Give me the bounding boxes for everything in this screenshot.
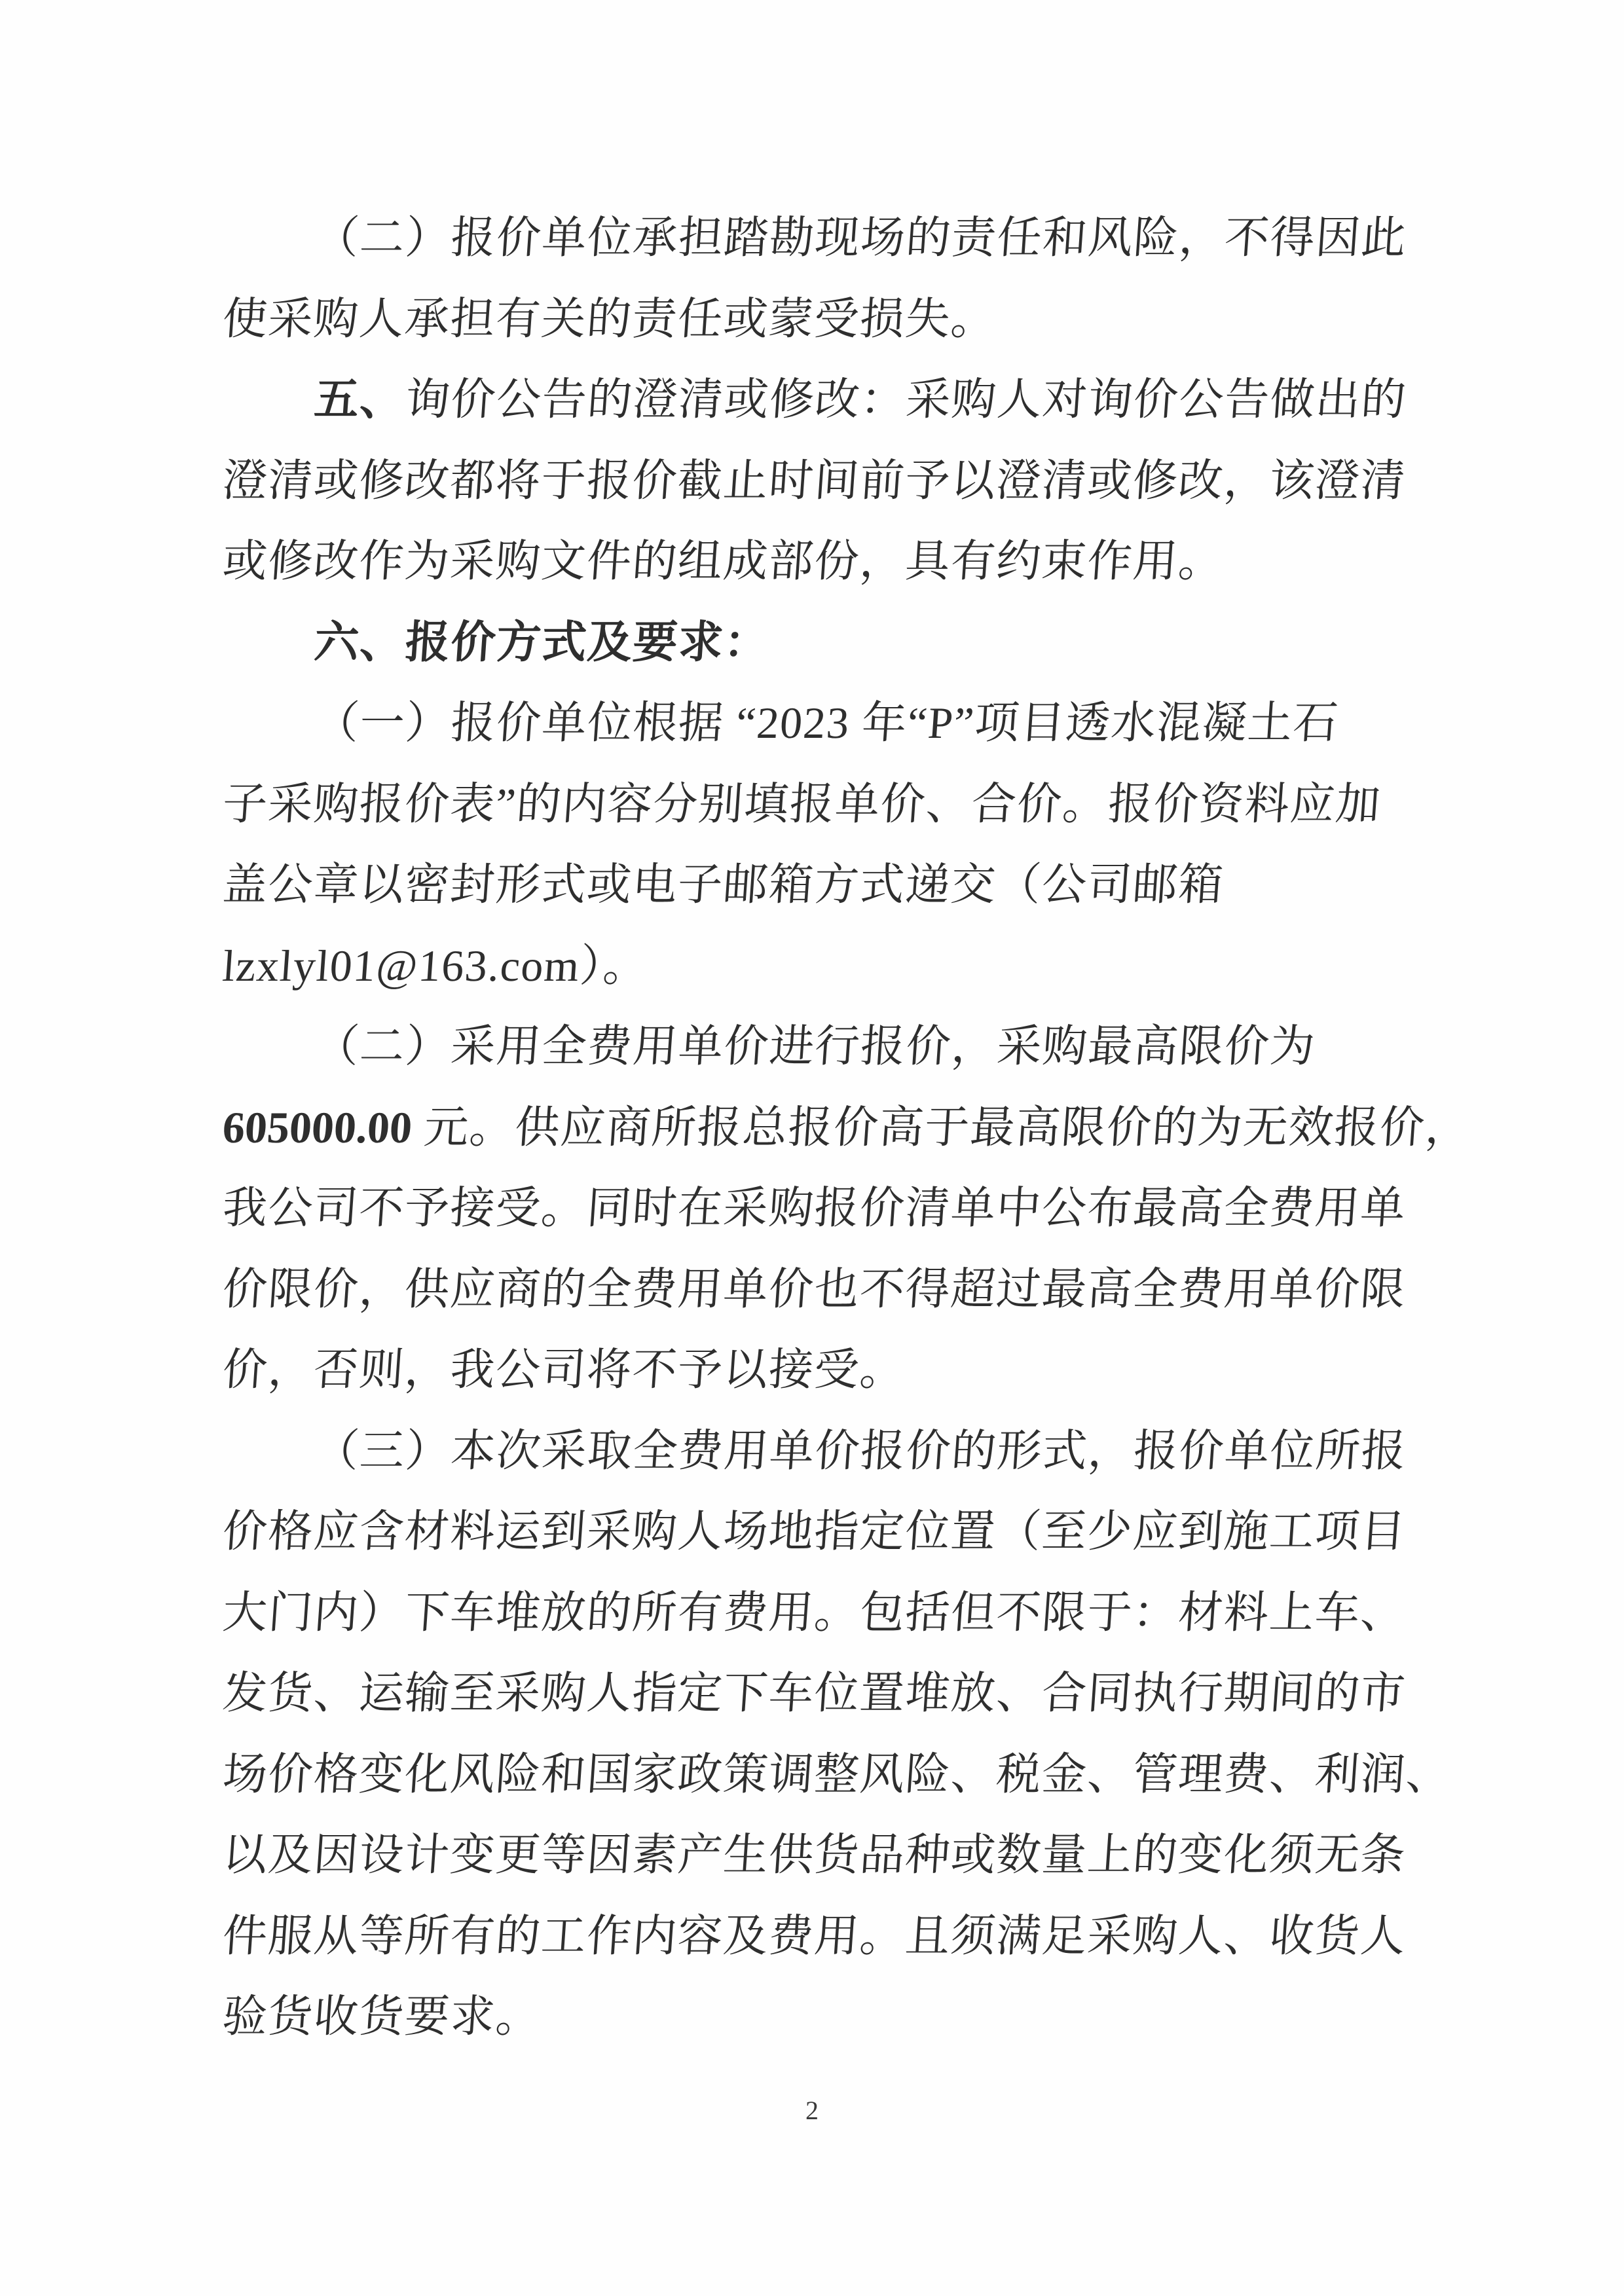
text-run: 发货、运输至采购人指定下车位置堆放、合同执行期间的市 <box>221 1668 1408 1718</box>
text-line <box>220 1573 1411 1654</box>
text-run: 价格应含材料运到采购人场地指定位置（至少应到施工项目 <box>221 1506 1408 1556</box>
text-line <box>220 1330 1411 1411</box>
text-run: 六、报价方式及要求： <box>312 617 771 667</box>
text-line <box>220 1653 1411 1734</box>
text-run: （一）报价单位根据 “2023 年“P”项目透水混凝土石 <box>312 698 1341 748</box>
text-line <box>220 198 1411 279</box>
page-number: 2 <box>805 2096 819 2125</box>
text-line <box>220 521 1411 602</box>
text-run: 以及因设计变更等因素产生供货品种或数量上的变化须无条 <box>221 1830 1408 1880</box>
section-heading-6 <box>220 602 1411 683</box>
text-line <box>220 1411 1411 1492</box>
text-run: （二）采用全费用单价进行报价，采购最高限价为 <box>312 1021 1318 1071</box>
text-line <box>220 683 1411 764</box>
text-run: 验货收货要求。 <box>221 1992 544 2041</box>
text-line <box>220 1168 1411 1249</box>
text-line <box>220 845 1411 926</box>
text-line <box>220 1896 1411 1977</box>
section-heading-5 <box>220 359 1411 441</box>
text-run: 询价公告的澄清或修改：采购人对询价公告做出的 <box>403 374 1409 424</box>
text-run: 五、 <box>312 374 407 424</box>
text-run: 子采购报价表”的内容分别填报单价、合价。报价资料应加 <box>221 778 1383 829</box>
text-run: （三）本次采取全费用单价报价的形式，报价单位所报 <box>312 1425 1409 1476</box>
text-run: 使采购人承担有关的责任或蒙受损失。 <box>221 293 999 344</box>
document-body <box>221 198 1473 2058</box>
text-run: 盖公章以密封形式或电子邮箱方式递交（公司邮箱 <box>221 860 1226 909</box>
email-text: lzxlyl01@163.com）。 <box>221 940 651 991</box>
text-line <box>220 1977 1411 2058</box>
text-run: 价限价，供应商的全费用单价也不得超过最高全费用单价限 <box>221 1264 1408 1314</box>
text-run: 件服从等所有的工作内容及费用。且须满足采购人、收货人 <box>221 1910 1408 1961</box>
text-run: 价，否则，我公司将不予以接受。 <box>221 1345 908 1394</box>
text-line <box>220 1006 1411 1087</box>
text-line <box>220 1249 1411 1330</box>
text-run: 元。供应商所报总报价高于最高限价的为无效报价， <box>410 1102 1473 1152</box>
text-line <box>220 1734 1454 1815</box>
text-line <box>220 1815 1411 1896</box>
text-line <box>220 279 1411 360</box>
email-line <box>220 926 1411 1007</box>
text-line <box>220 764 1411 845</box>
text-line <box>220 1491 1411 1573</box>
text-run: 场价格变化风险和国家政策调整风险、税金、管理费、利润、 <box>221 1749 1454 1799</box>
text-run: （二）报价单位承担踏勘现场的责任和风险，不得因此 <box>312 213 1409 263</box>
text-run: 我公司不予接受。同时在采购报价清单中公布最高全费用单 <box>221 1183 1408 1233</box>
text-run: 澄清或修改都将于报价截止时间前予以澄清或修改，该澄清 <box>221 455 1408 505</box>
max-price-value: 605000.00 <box>221 1102 414 1152</box>
text-line <box>220 441 1411 522</box>
text-run: 或修改作为采购文件的组成部份，具有约束作用。 <box>221 536 1226 586</box>
text-line <box>220 1087 1473 1169</box>
text-run: 大门内）下车堆放的所有费用。包括但不限于：材料上车、 <box>221 1587 1408 1637</box>
